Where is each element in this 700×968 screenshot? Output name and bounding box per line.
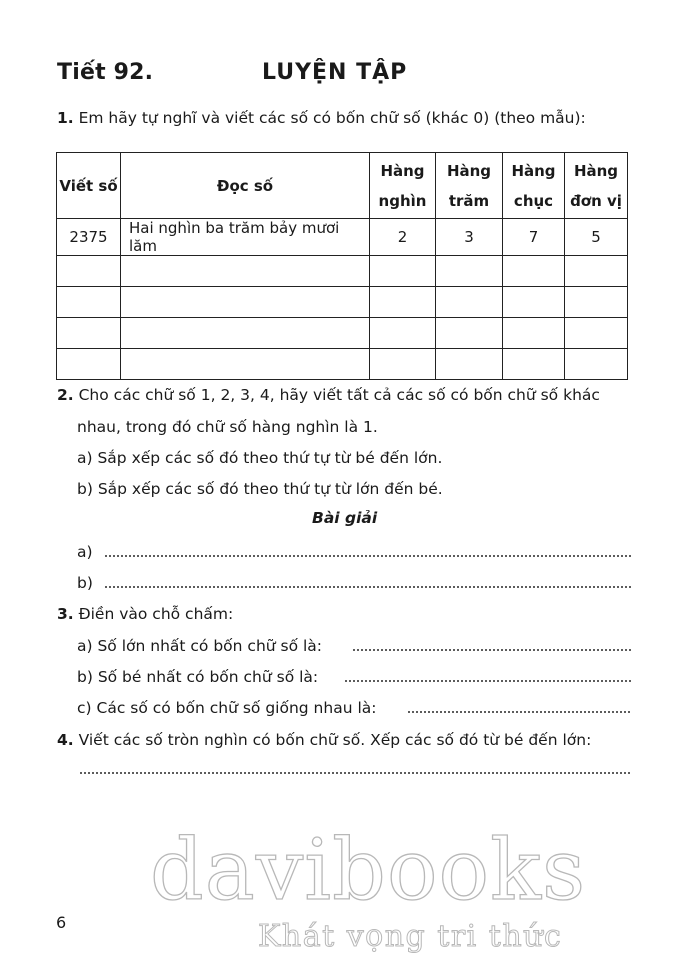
table-cell: 3 bbox=[436, 219, 503, 256]
exercise-2-number: 2. bbox=[57, 386, 74, 404]
exercise-2-part-b: b) Sắp xếp các số đó theo thứ tự từ lớn đến bé. bbox=[77, 480, 443, 498]
lesson-number: Tiết 92. bbox=[57, 60, 154, 85]
exercise-1-text: Em hãy tự nghĩ và viết các số có bốn chữ số (khác 0) (theo mẫu): bbox=[73, 109, 586, 127]
table-cell[interactable] bbox=[565, 349, 628, 380]
table-row[interactable] bbox=[57, 318, 628, 349]
exercise-4-number: 4. bbox=[57, 731, 74, 749]
answer-a-label: a) bbox=[77, 543, 93, 561]
exercise-3-part-b: b) Số bé nhất có bốn chữ số là: bbox=[77, 668, 319, 686]
table-cell[interactable] bbox=[565, 318, 628, 349]
answer-a-dotted-line[interactable] bbox=[104, 555, 631, 557]
exercise-3-b-dotted-line[interactable] bbox=[344, 680, 631, 682]
table-cell[interactable] bbox=[370, 287, 436, 318]
table-cell[interactable] bbox=[436, 318, 503, 349]
exercise-3-prompt bbox=[57, 604, 233, 624]
table-cell[interactable] bbox=[436, 287, 503, 318]
place-value-table bbox=[56, 152, 628, 380]
table-row[interactable] bbox=[57, 349, 628, 380]
watermark-brand: davibooks bbox=[150, 821, 587, 919]
exercise-2-text-line2: nhau, trong đó chữ số hàng nghìn là 1. bbox=[77, 418, 378, 436]
header-thousands: Hàng nghìn bbox=[370, 153, 436, 219]
table-cell: Hai nghìn ba trăm bảy mươi lăm bbox=[121, 219, 370, 256]
table-cell[interactable] bbox=[503, 318, 565, 349]
header-tens: Hàng chục bbox=[503, 153, 565, 219]
exercise-3-text: Điền vào chỗ chấm: bbox=[73, 605, 234, 623]
table-cell[interactable] bbox=[503, 287, 565, 318]
table-cell[interactable] bbox=[436, 256, 503, 287]
exercise-3-a-dotted-line[interactable] bbox=[352, 649, 631, 651]
table-cell: 2375 bbox=[57, 219, 121, 256]
solution-heading: Bài giải bbox=[312, 509, 378, 527]
lesson-title: LUYỆN TẬP bbox=[262, 60, 408, 85]
exercise-2-prompt bbox=[57, 385, 600, 405]
table-cell[interactable] bbox=[121, 287, 370, 318]
watermark-slogan: Khát vọng tri thức bbox=[258, 919, 563, 954]
exercise-1-number: 1. bbox=[57, 109, 74, 127]
exercise-2-part-a: a) Sắp xếp các số đó theo thứ tự từ bé đến lớn. bbox=[77, 449, 443, 467]
table-cell[interactable] bbox=[121, 256, 370, 287]
table-cell[interactable] bbox=[565, 256, 628, 287]
table-cell[interactable] bbox=[370, 256, 436, 287]
answer-b-label: b) bbox=[77, 574, 93, 592]
table-row[interactable] bbox=[57, 287, 628, 318]
table-cell[interactable] bbox=[565, 287, 628, 318]
table-cell: 7 bbox=[503, 219, 565, 256]
page-number: 6 bbox=[56, 913, 67, 932]
table-row[interactable] bbox=[57, 256, 628, 287]
table-cell[interactable] bbox=[57, 349, 121, 380]
header-written: Viết số bbox=[57, 153, 121, 219]
table-cell[interactable] bbox=[503, 256, 565, 287]
table-cell: 5 bbox=[565, 219, 628, 256]
header-reading: Đọc số bbox=[121, 153, 370, 219]
exercise-3-part-c: c) Các số có bốn chữ số giống nhau là: bbox=[77, 699, 377, 717]
table-cell[interactable] bbox=[370, 349, 436, 380]
exercise-3-c-dotted-line[interactable] bbox=[407, 711, 631, 713]
exercise-2-text-line1: Cho các chữ số 1, 2, 3, 4, hãy viết tất cả các số có bốn chữ số khác bbox=[73, 386, 600, 404]
header-units: Hàng đơn vị bbox=[565, 153, 628, 219]
table-cell[interactable] bbox=[121, 318, 370, 349]
exercise-4-dotted-line[interactable] bbox=[79, 772, 631, 774]
table-cell[interactable] bbox=[121, 349, 370, 380]
exercise-1-prompt bbox=[57, 108, 586, 128]
table-cell[interactable] bbox=[57, 287, 121, 318]
exercise-3-number: 3. bbox=[57, 605, 74, 623]
table-cell[interactable] bbox=[370, 318, 436, 349]
table-cell[interactable] bbox=[436, 349, 503, 380]
answer-b-dotted-line[interactable] bbox=[104, 586, 631, 588]
exercise-3-part-a: a) Số lớn nhất có bốn chữ số là: bbox=[77, 637, 323, 655]
table-cell[interactable] bbox=[57, 318, 121, 349]
exercise-4-prompt bbox=[57, 730, 591, 750]
table-cell[interactable] bbox=[57, 256, 121, 287]
table-row bbox=[57, 219, 628, 256]
table-cell: 2 bbox=[370, 219, 436, 256]
header-hundreds: Hàng trăm bbox=[436, 153, 503, 219]
table-cell[interactable] bbox=[503, 349, 565, 380]
exercise-4-text: Viết các số tròn nghìn có bốn chữ số. Xếp các số đó từ bé đến lớn: bbox=[73, 731, 592, 749]
